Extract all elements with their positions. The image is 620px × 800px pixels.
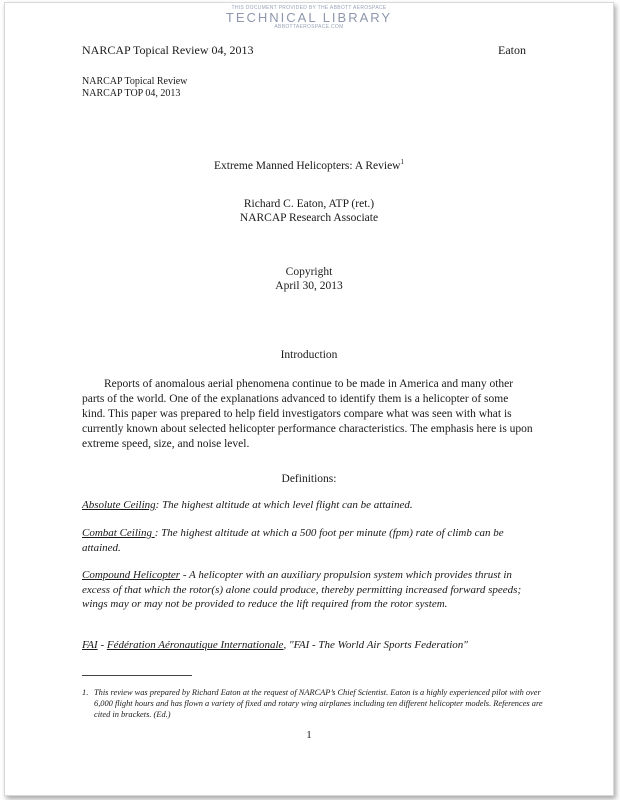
definition-absolute-ceiling: Absolute Ceiling: The highest altitude at which level flight can be attained.	[82, 499, 413, 511]
document-title	[5, 155, 613, 173]
author-name: Richard C. Eaton, ATP (ret.)	[243, 198, 375, 210]
document-page	[4, 2, 614, 796]
definition-term-expanded: Fédération Aéronautique Internationale	[106, 639, 284, 651]
series-line-1: NARCAP Topical Review	[82, 76, 188, 87]
definition-term: FAI	[82, 639, 98, 651]
definition-compound-helicopter: Compound Helicopter - A helicopter with an auxiliary propulsion system which provides thrust in excess of that which the rotor(s) alone could produce, thereby permitting increased forward speeds; wings may or may not be provided to reduce the lift required from the rotor system.	[82, 569, 522, 610]
definition-text: , "FAI - The World Air Sports Federation"	[283, 639, 468, 651]
introduction-body: Reports of anomalous aerial phenomena continue to be made in America and many other parts of the world. One of the explanations advanced to identify them is a helicopter of some kind. This paper was prepared to help field investigators compare what was seen with what is currently known about selected helicopter performance characteristics. The emphasis here is upon extreme speed, size, and noise level.	[82, 378, 533, 450]
watermark-url: ABBOTTAEROSPACE.COM	[274, 24, 344, 30]
running-header-right: Eaton	[498, 43, 526, 57]
title-footnote-marker: 1	[400, 158, 404, 166]
definition-text: The highest altitude at which level flight can be attained.	[162, 499, 413, 511]
footnote-text: This review was prepared by Richard Eaton at the request of NARCAP’s Chief Scientist. Eaton is a highly experienced pilot with over 6,000 flight hours and has flown a variety of fixed and rotary wing airplanes including ten different helicopter models. References are cited in brackets. (Ed.)	[94, 688, 543, 719]
series-line-2: NARCAP TOP 04, 2013	[82, 88, 181, 99]
page-number: 1	[306, 729, 312, 741]
definition-combat-ceiling: Combat Ceiling : The highest altitude at which a 500 foot per minute (fpm) rate of climb can be attained.	[82, 527, 504, 554]
author-affiliation: NARCAP Research Associate	[239, 212, 379, 224]
definition-fai: FAI - Fédération Aéronautique Internationale, "FAI - The World Air Sports Federation"	[82, 639, 468, 651]
title-text: Extreme Manned Helicopters: A Review	[213, 159, 401, 172]
footnote-number: 1.	[82, 688, 89, 697]
introduction-heading: Introduction	[280, 349, 338, 361]
footnote-separator	[82, 675, 192, 676]
watermark-title: TECHNICAL LIBRARY	[225, 10, 393, 25]
definitions-heading: Definitions:	[281, 473, 337, 485]
footnote	[82, 687, 544, 720]
definition-term: Absolute Ceiling	[82, 499, 156, 511]
watermark-top-text: THIS DOCUMENT PROVIDED BY THE ABBOTT AEROSPACE	[231, 5, 387, 11]
definition-term: Compound Helicopter	[82, 569, 181, 581]
running-header-left: NARCAP Topical Review 04, 2013	[82, 43, 254, 57]
definition-text: The highest altitude at which a 500 foot per minute (fpm) rate of climb can be attained.	[82, 527, 504, 554]
watermark	[5, 5, 613, 30]
definition-text: A helicopter with an auxiliary propulsion system which provides thrust in excess of that which the rotor(s) alone could produce, thereby permitting increased forward speeds; wings may or may not be provided to reduce the lift required from the rotor system.	[82, 569, 522, 610]
copyright-date: April 30, 2013	[275, 280, 343, 292]
definition-term: Combat Ceiling	[82, 527, 155, 539]
copyright-label: Copyright	[285, 266, 333, 278]
